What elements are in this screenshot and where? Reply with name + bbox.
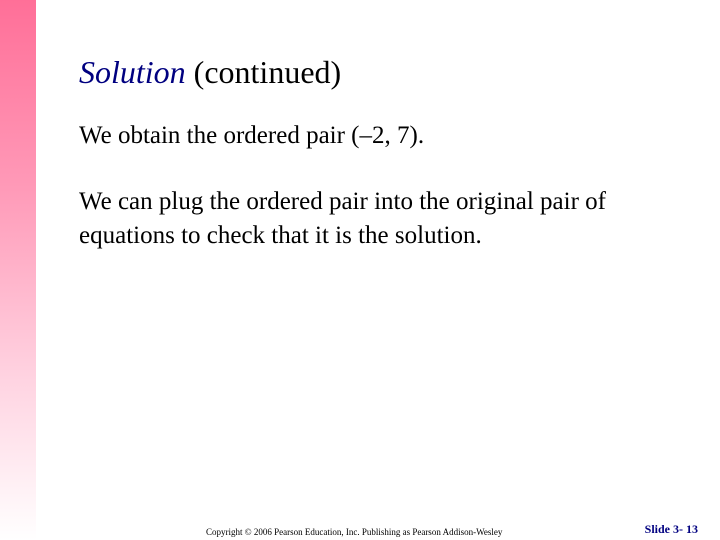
body-paragraph-1: We obtain the ordered pair (–2, 7). [79, 122, 425, 149]
slide-title [79, 52, 341, 92]
body-paragraph-2: We can plug the ordered pair into the original pair of equations to check that it is the solution. [79, 188, 606, 249]
slide-title-italic: Solution [79, 54, 186, 90]
slide-number: Slide 3- 13 [644, 522, 698, 536]
decorative-side-bar [0, 0, 36, 540]
slide-title-rest: (continued) [185, 54, 342, 90]
copyright-notice: Copyright © 2006 Pearson Education, Inc. Publishing as Pearson Addison-Wesley [206, 527, 503, 537]
